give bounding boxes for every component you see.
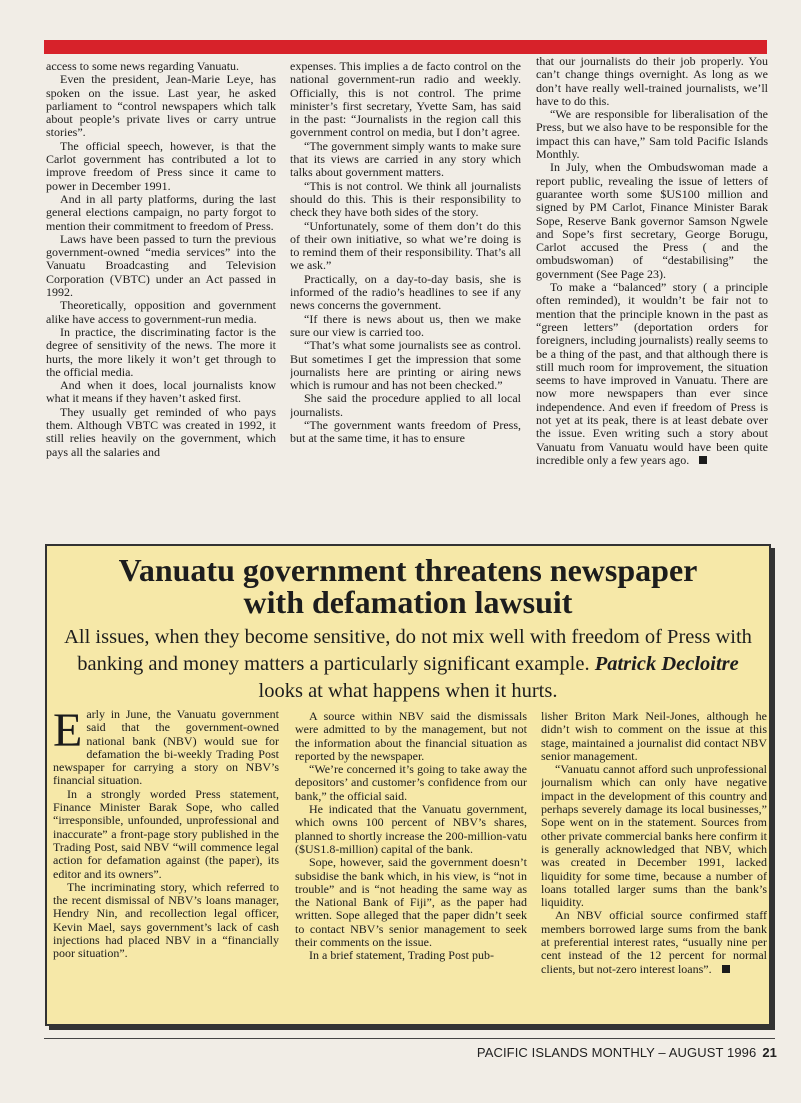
end-of-article-mark [722, 965, 730, 973]
paragraph: In a strongly worded Press statement, Finance Minister Barak Sope, who called “irresponsible, unfounded, unprofessional and inaccurate” a front-page story published in the Trading Post, said NBV “will commence legal action for defamation against (the paper), its editor and its owners”. [53, 786, 279, 881]
paragraph: “We’re concerned it’s going to take away the depositors’ and customer’s confidence from our bank,” the official said. [295, 762, 527, 803]
paragraph: And in all party platforms, during the last general elections campaign, no party forgot to mention their commitment to freedom of Press. [46, 191, 276, 233]
headline-line-2: with defamation lawsuit [243, 584, 573, 620]
paragraph: In practice, the discriminating factor is the degree of sensitivity of the news. The more it hurts, the more likely it won’t get through to the official media. [46, 324, 276, 379]
paragraph: “The government wants freedom of Press, but at the same time, it has to ensure [290, 418, 521, 446]
paragraph: Laws have been passed to turn the previous government-owned “media services” into the Vanuatu Broadcasting and Television Corporation (VBTC) under an Act passed in 1992. [46, 231, 276, 300]
paragraph: She said the procedure applied to all local journalists. [290, 391, 521, 419]
box-article-column-2 [295, 710, 527, 1020]
page-footer [477, 1045, 777, 1060]
drop-cap: E [53, 708, 83, 757]
paragraph: “We are responsible for liberalisation of the Press, but we also have to be responsible for the impact this can have,” Sam told Pacific Islands Monthly. [536, 107, 768, 162]
author-byline: Patrick Decloitre [594, 653, 739, 675]
top-article-column-3 [536, 55, 768, 536]
standfirst [55, 624, 761, 705]
publication-name: PACIFIC ISLANDS MONTHLY – AUGUST 1996 [476, 1045, 757, 1060]
article-headline [47, 554, 769, 618]
paragraph: lisher Briton Mark Neil-Jones, although he didn’t wish to comment on the issue at this stage, maintained a journalist did contact NBV senior management. [541, 710, 767, 763]
accent-bar [44, 40, 767, 54]
paragraph-text: To make a “balanced” story ( a principle often reminded), it wouldn’t be fair not to mention that the principle known in the past as “green letters” (deportation orders for foreigners, including journalists) really seems to be a thing of the past, and that although there is still much room for improvement, the situation seems to have improved in Vanuatu. There are now more newspapers than ever since independence. And even if freedom of Press is not yet at its peak, there is at least debate over the issue. Even writing such a story about Vanuatu from Vanuatu would have been quite incredible only a few years ago. [536, 280, 768, 467]
paragraph-text: arly in June, the Vanuatu government said that the government-owned national bank (NBV) would sue for defamation the bi-weekly Trading Post newspaper for carrying a story on NBV’s financial situation. [53, 708, 279, 788]
paragraph: They usually get reminded of who pays them. Although VBTC was created in 1992, it still relies heavily on the government, which pays all the salaries and [46, 404, 276, 459]
end-of-article-mark [699, 456, 707, 464]
paragraph: A source within NBV said the dismissals were admitted to by the management, but not the information about the financial situation as reported by the newspaper. [295, 710, 527, 763]
box-article-column-1 [53, 708, 279, 1020]
standfirst-text: All issues, when they become sensitive, do not mix well with freedom of Press with banking and money matters a particularly significant example. [64, 626, 752, 675]
paragraph: Theoretically, opposition and government alike have access to government-run media. [46, 298, 276, 326]
boxed-article [45, 544, 771, 1026]
paragraph: He indicated that the Vanuatu government, which owns 100 percent of NBV’s shares, planned to shortly increase the 200-million-vatu ($US1.8-million) capital of the bank. [295, 802, 527, 856]
paragraph: “Unfortunately, some of them don’t do this of their own initiative, so what we’re doing is to remind them of their responsibility. That’s all we ask.” [290, 218, 521, 273]
paragraph: Practically, on a day-to-day basis, she is informed of the radio’s headlines to see if any news concerns the government. [290, 271, 521, 313]
box-article-column-3 [541, 710, 767, 1020]
standfirst-text-end: looks at what happens when it hurts. [258, 680, 558, 702]
paragraph: “If there is news about us, then we make sure our view is carried too. [290, 311, 521, 339]
paragraph: that our journalists do their job properly. You can’t change things overnight. As long as we don’t have really well-trained journalists, we’ll have to do this. [536, 55, 768, 108]
paragraph: access to some news regarding Vanuatu. [46, 60, 240, 73]
paragraph-text: An NBV official source confirmed staff members borrowed large sums from the bank at preferential interest rates, “usually nine per cent instead of the 12 percent for normal clients, but not-zero interest loans”. [541, 908, 767, 976]
top-article-column-1 [46, 60, 276, 536]
paragraph: The incriminating story, which referred to the recent dismissal of NBV’s loans manager, Hendry Nin, and recollection legal officer, Kevin Mael, says government’s lack of cash injections had placed NBV in a “financially poor situation”. [53, 879, 279, 961]
paragraph: And when it does, local journalists know what it means if they haven’t asked first. [46, 378, 276, 406]
page-number: 21 [762, 1045, 777, 1060]
paragraph: The official speech, however, is that the Carlot government has contributed a lot to improve freedom of Press since it came to power in December 1991. [46, 138, 276, 193]
paragraph [536, 281, 768, 467]
paragraph: “That’s what some journalists see as control. But sometimes I get the impression that some journalists here are printing or airing news which is rumour and has not been checked.” [290, 338, 521, 393]
paragraph: “The government simply wants to make sure that its views are carried in any story which talks about government matters. [290, 138, 521, 180]
paragraph: “This is not control. We think all journalists should do this. This is their responsibility to check they have both sides of the story. [290, 178, 521, 220]
paragraph: In July, when the Ombudswoman made a report public, revealing the issue of letters of guarantee worth some $US100 million and signed by PM Carlot, Finance Minister Barak Sope, Reserve Bank governor Samson Ngwele and Sope’s first secretary, George Borugu, Carlot accused the Press ( and the ombudswoman) of “destabilising” the government (See Page 23). [536, 160, 768, 281]
headline-line-1: Vanuatu government threatens newspaper [118, 552, 698, 588]
paragraph: Even the president, Jean-Marie Leye, has spoken on the issue. Last year, he asked parliament to “control newspapers which talk about people’s private lives or carry untrue stories”. [46, 72, 276, 140]
paragraph: Sope, however, said the government doesn’t subsidise the bank which, in his view, is “not in trouble” and is “not heading the same way as the National Bank of Fiji”, as the paper had written. Sope alleged that the paper didn’t seek to contact NBV’s senior management to seek their comments on the issue. [295, 855, 527, 950]
footer-rule [44, 1038, 775, 1039]
paragraph: “Vanuatu cannot afford such unprofessional journalism which can only have negative impact in the development of this country and perhaps severely damage its local businesses,” Sope went on in the statement. Sources from other private commercial banks here confirm it is generally acknowledged that NBV, which was created in December 1991, lacked liquidity for some time, because a number of loans totalled larger sums than the bank’s liquidity. [541, 762, 767, 910]
top-article-column-2 [290, 60, 521, 536]
paragraph [53, 708, 279, 788]
paragraph: In a brief statement, Trading Post pub- [309, 948, 494, 963]
paragraph: expenses. This implies a de facto control on the national government-run radio and weekly. Officially, this is not control. The prime minister’s first secretary, Yvette Sam, has said in the past: “Journalists in the region call this government control on media, but I don’t agree. [290, 60, 521, 140]
paragraph [541, 909, 767, 975]
